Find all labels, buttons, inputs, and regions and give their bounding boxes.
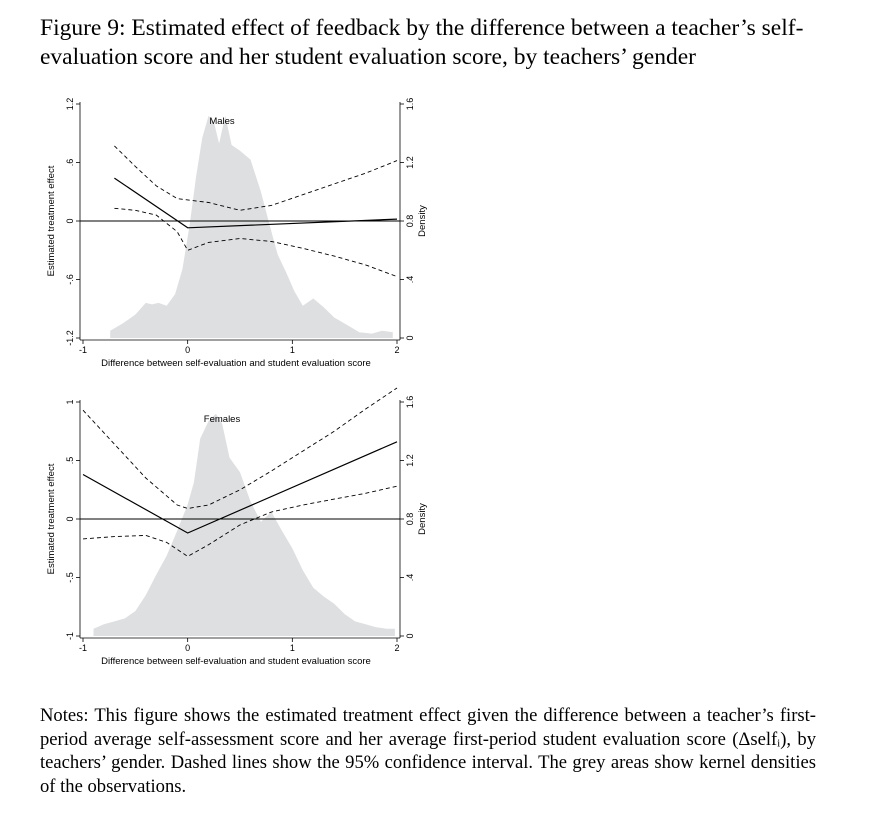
y-tick-label: 1.2 — [65, 97, 75, 111]
x-tick-label: 2 — [394, 345, 400, 355]
y2-tick-label: 1.2 — [405, 454, 415, 467]
y2-tick-label: 0.8 — [405, 214, 415, 228]
chart-males — [40, 90, 440, 380]
y-tick-label: .5 — [65, 456, 75, 465]
x-tick-label: 2 — [394, 643, 400, 653]
y2-tick-label: .4 — [405, 573, 415, 582]
y2-tick-label: .4 — [405, 275, 415, 284]
x-tick-label: 1 — [289, 643, 295, 653]
x-tick-label: 0 — [185, 643, 191, 653]
panel-label: Females — [203, 414, 241, 425]
x-tick-label: 1 — [289, 345, 295, 355]
figure-title: Figure 9: Estimated effect of feedback by the difference between a teacher’s self-evaluation score and her student evaluation score, by teachers’ gender — [40, 15, 804, 70]
panel-label: Males — [209, 116, 235, 127]
figure-notes: Notes: This figure shows the estimated treatment effect given the difference between a teacher’s first-period average self-assessment score and her average first-period student evaluation score (Δselfᵢ), by teachers’ gender. Dashed lines show the 95% confidence interval. The grey areas show kernel densities of the observations. — [40, 705, 816, 797]
y2-tick-label: 1.6 — [405, 395, 415, 409]
y2-axis-label: Density — [417, 205, 428, 237]
y2-axis-label: Density — [417, 503, 428, 535]
y2-tick-label: 1.6 — [405, 97, 415, 111]
y-axis-label: Estimated treatment effect — [46, 165, 57, 277]
x-tick-label: -1 — [78, 643, 88, 653]
y-tick-label: -1.2 — [65, 330, 75, 346]
density-area — [110, 116, 393, 338]
y2-tick-label: 0 — [405, 335, 415, 341]
x-tick-label: -1 — [78, 345, 88, 355]
x-axis-label: Difference between self-evaluation and student evaluation score — [101, 656, 371, 667]
y-tick-label: 1 — [65, 399, 75, 405]
y2-tick-label: 0.8 — [405, 512, 415, 526]
y2-tick-label: 1.2 — [405, 156, 415, 169]
chart-females — [40, 388, 440, 678]
y-axis-label: Estimated treatment effect — [46, 463, 57, 575]
y-tick-label: -.6 — [65, 274, 75, 285]
x-axis-label: Difference between self-evaluation and student evaluation score — [101, 358, 371, 369]
y-tick-label: 0 — [65, 218, 75, 224]
y-tick-label: -1 — [65, 631, 75, 641]
y-tick-label: -.5 — [65, 572, 75, 583]
y-tick-label: .6 — [65, 158, 75, 167]
y2-tick-label: 0 — [405, 633, 415, 639]
x-tick-label: 0 — [185, 345, 191, 355]
density-area — [94, 414, 395, 636]
y-tick-label: 0 — [65, 516, 75, 522]
